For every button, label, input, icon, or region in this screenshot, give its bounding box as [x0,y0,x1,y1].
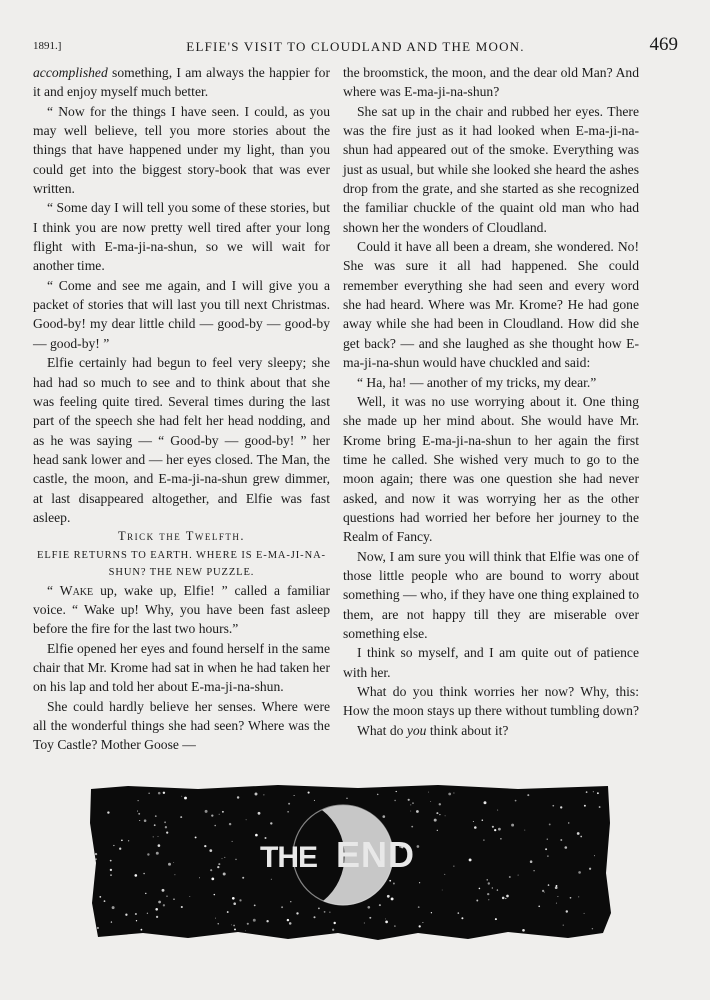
star [453,866,454,867]
star [533,870,534,871]
left-column [33,63,330,755]
star [524,830,525,831]
star [377,794,379,796]
star [214,894,215,895]
emphasis: you [406,722,427,738]
star [586,791,588,793]
star [394,925,395,926]
star [396,791,397,792]
star [509,876,511,878]
star [599,806,601,808]
star [416,810,419,813]
paragraph-text: up, wake up, Elfie! ” called a familiar voice. “ Wake up! Why, you have been fast asleep before the fire for the last two hours.” [33,582,330,637]
star [166,831,168,833]
star [436,812,438,814]
star [318,908,320,910]
star [560,839,562,841]
star [119,848,121,850]
star [137,811,138,812]
star [506,895,509,898]
star [143,873,145,875]
star [158,792,161,795]
star [556,903,557,904]
star [367,906,370,909]
star [557,896,558,897]
star [482,819,484,821]
star [594,855,595,856]
star [263,794,264,795]
star [488,882,490,884]
star [271,879,272,880]
star [382,815,385,818]
star [258,812,261,815]
star [547,839,548,840]
star [408,799,410,801]
star [294,795,295,796]
star [144,819,147,822]
star [173,898,175,900]
star [158,836,159,837]
star [476,900,478,902]
star [239,899,241,901]
star [229,823,231,825]
end-word: END [336,834,416,875]
page-number: 469 [649,34,678,55]
star [379,904,381,906]
star [270,822,272,824]
star [217,866,219,868]
star [110,860,112,862]
star [430,801,431,802]
star [578,871,581,874]
paragraph-text: something, I am always the happier for it and enjoy myself much better. [33,65,330,100]
star [410,811,411,812]
star [437,830,438,831]
star [385,921,388,924]
star [505,898,506,899]
star [153,836,154,837]
star [332,929,334,931]
star [97,927,99,929]
star [580,836,582,838]
paragraph [33,581,330,639]
star [469,858,472,861]
star [549,823,551,825]
section-title: Trick the Twelfth. [118,529,245,544]
star [254,904,256,906]
star [128,840,129,841]
star [112,906,115,909]
star [222,858,223,859]
star [453,792,454,793]
star [209,849,212,852]
paragraph [33,63,330,102]
star [163,792,165,794]
star [141,929,143,931]
star [346,798,347,799]
star [110,869,112,871]
star [242,877,244,879]
star [552,805,554,807]
star [410,804,411,805]
star [156,916,158,918]
star [487,893,489,895]
star [253,919,256,922]
paragraph: “ Come and see me again, and I will give you a packet of stories that will last you till next Christmas. Good-by! my dear little child — good-by — good-by — good-by! ” [33,277,330,351]
star [308,792,310,794]
star [247,923,249,925]
star [492,887,493,888]
star [235,859,237,861]
star [281,906,283,908]
paragraph: She sat up in the chair and rubbed her eyes. There was the fire just as it had looked when E-ma-ji-na-shun had appeared out of the smoke. Everything was just as usual, but while she looked she heard the ashes drop from the grate, and she started as she recognized the familiar chuckle of the quaint old man who had shown her the wonders of Cloudland. [343,103,639,235]
star [500,838,502,840]
star [222,811,224,813]
paragraph: Now, I am sure you will think that Elfie was one of those little people who are bound to worry about something — who, if they have one thing explained to them, are not happy till they are miserable over something else. [343,548,639,641]
star [434,819,437,822]
star [419,925,421,927]
star [125,914,127,916]
star [264,837,266,839]
right-column [343,63,639,740]
star [205,810,208,813]
header-title: ELFIE'S VISIT TO CLOUDLAND AND THE MOON. [186,39,525,54]
star [110,874,112,876]
star [166,895,168,897]
star [224,857,225,858]
star [195,836,197,838]
star [266,920,268,922]
star [314,800,315,801]
star [289,922,292,925]
running-header [33,34,678,60]
star [494,829,496,831]
star [411,826,413,828]
star [255,793,258,796]
emphasis: accomplished [33,65,108,80]
section-subtitle: ELFIE RETURNS TO EARTH. WHERE IS E-MA-JI-NA-SHUN? THE NEW PUZZLE. [37,549,326,578]
star [199,877,200,878]
paragraph-text: think about it? [426,722,509,738]
star [461,917,463,919]
star [287,919,289,921]
star [145,893,146,894]
paragraph: What do you think worries her now? Why, this: How the moon stays up there without tumbling down? [343,684,640,719]
star [288,803,290,805]
star [246,819,247,820]
paragraph: Elfie opened her eyes and found herself in the same chair that Mr. Krome had sat in when he had taken her on his lap and told her about E-ma-ji-na-shun. [33,640,330,695]
star [597,792,599,794]
star [577,832,580,835]
paragraph: Well, it was no use worrying about it. One thing she made up her mind about. She would have Mr. Krome bring E-ma-ji-na-shun to her again the first time he called. She wished very much to go to the moon again; there was one question she had never asked, and now it was worrying her as the other questions had worried her before her journey to the Realm of Fancy. [343,393,639,545]
star [189,896,190,897]
star [498,828,501,831]
star [431,912,432,913]
star [419,882,420,883]
star [324,911,326,913]
small-caps-lead: “ Wake [47,582,94,598]
star [174,874,175,875]
star [364,923,365,924]
star [444,874,445,875]
star [164,821,166,823]
star [584,913,585,914]
paragraph [343,721,639,740]
star [111,921,112,922]
star [156,852,159,855]
star [391,897,394,900]
star [563,925,564,926]
star [134,874,137,877]
star [204,845,206,847]
paragraph: “ Now for the things I have seen. I could, as you may well believe, tell you more stories about the things that have happened under my light, than you could get into the biggest story-book that was ever written. [33,103,330,197]
star [548,884,550,886]
star [180,816,182,818]
star [227,911,229,913]
the-word: THE [260,841,317,874]
paragraph: “ Some day I will tell you some of these stories, but I think you are now pretty well tired after your long flight with E-ma-ji-na-shun, so we will wait for another time. [33,200,330,274]
star [184,797,187,800]
star [245,930,246,931]
star [387,895,390,898]
star [163,904,165,906]
star [215,918,216,919]
star [233,925,235,927]
star [154,824,156,826]
star [593,791,594,792]
star [181,906,183,908]
star [502,897,505,900]
star [113,845,114,846]
star [223,873,226,876]
star [219,814,220,815]
star [474,826,477,829]
star [428,792,429,793]
paragraph: She could hardly believe her senses. Where were all the wonderful things she had seen? Where was the Toy Castle? Mother Goose — [33,698,330,753]
star [147,853,149,855]
star [287,811,289,813]
star [592,928,593,929]
star [389,880,391,882]
star [290,901,291,902]
star [479,888,481,890]
star [218,863,220,865]
star [121,840,123,842]
star [442,890,443,891]
star [530,860,533,863]
star [181,796,182,797]
star [233,902,236,905]
paragraph: the broomstick, the moon, and the dear old Man? And where was E-ma-ji-na-shun? [343,65,639,100]
star [448,793,451,796]
star [218,923,219,924]
star [589,868,591,870]
star [104,900,106,902]
star [584,805,586,807]
star [497,810,498,811]
star [511,824,514,827]
star [566,910,568,912]
star [545,848,547,850]
star [497,889,498,890]
star [473,821,474,822]
the-end-illustration [88,783,613,943]
paragraph: “ Ha, ha! — another of my tricks, my dear.” [357,374,597,390]
star [492,826,494,828]
star [211,878,214,881]
star [439,814,440,815]
star [232,897,235,900]
star [139,820,140,821]
star [488,899,489,900]
star [138,800,139,801]
star [417,845,420,848]
star [412,802,414,804]
star [418,906,420,908]
star [515,800,517,802]
star [231,924,232,925]
star [484,801,487,804]
star [393,883,395,885]
star [439,803,441,805]
star [495,918,497,920]
star [560,806,562,808]
star [555,886,558,889]
star [136,920,137,921]
star [255,834,258,837]
star [522,929,525,932]
star [155,908,158,911]
paragraph: Could it have all been a dream, she wondered. No! She was sure it all had happened. She could remember everything she had seen and every word she had heard. Where was Mr. Krome? He had gone away while she had been in Cloudland. How did she get back? — and she laughed as she thought how E-ma-ji-na-shun would have chuckled and said: [343,239,639,371]
star [458,912,460,914]
star [210,869,212,871]
starfield-illustration [88,783,613,943]
star [333,922,335,924]
star [237,796,239,798]
star [135,913,137,915]
star [162,889,165,892]
star [394,800,395,801]
star [564,846,567,849]
star [95,853,97,855]
star [95,858,97,860]
paragraph-text: What do [357,722,407,738]
star [296,912,298,914]
star [544,892,545,893]
star [578,896,579,897]
paragraph: Elfie certainly had begun to feel very sleepy; she had had so much to see and to think about that she was feeling quite tired. Several times during the last part of the speech she had felt her head nodding, and as he was saying — “ Good-by — good-by! ” her head sank lower and — her eyes closed. The Man, the castle, the moon, and E-ma-ji-na-shun grew dimmer, at last disappeared altogether, and Elfie was fast asleep. [33,355,330,525]
star [547,855,549,857]
star [158,901,161,904]
star [329,912,330,913]
star [149,793,150,794]
star [214,825,216,827]
star [234,928,236,930]
paragraph: I think so myself, and I am quite out of patience with her. [343,645,639,680]
star [168,863,171,866]
star [107,811,109,813]
star [158,844,161,847]
star [445,815,446,816]
star [518,875,519,876]
star [385,918,386,919]
star [483,839,484,840]
star [538,905,540,907]
star [570,897,572,899]
star [369,917,371,919]
star [527,794,529,796]
star [487,879,488,880]
star [422,922,423,923]
star [165,826,167,828]
star [173,862,174,863]
star [99,896,101,898]
star [542,890,544,892]
star [138,813,140,815]
star [232,841,233,842]
star [211,814,213,816]
star [147,913,148,914]
header-year: 1891.] [33,40,62,52]
star [155,815,157,817]
star [313,916,315,918]
star [568,822,569,823]
